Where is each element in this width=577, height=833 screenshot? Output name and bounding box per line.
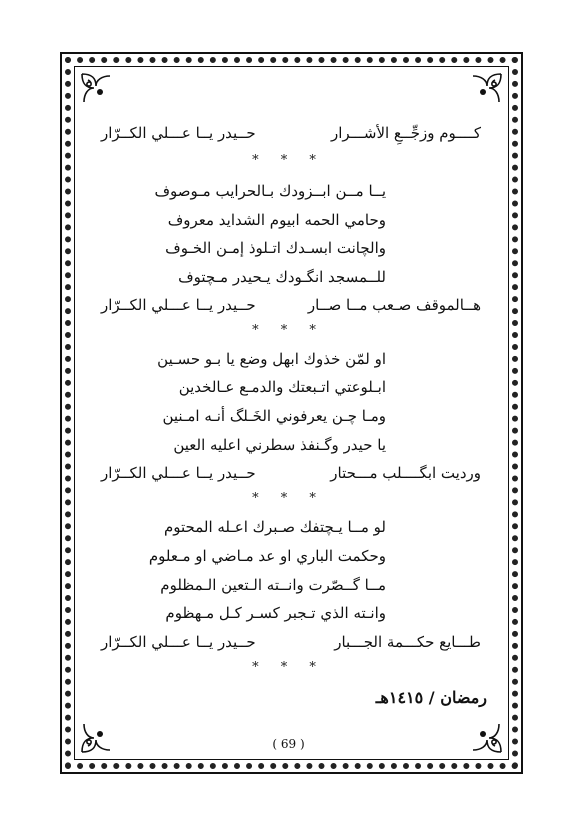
verse-line: للــمسجد انگـودك يـحيدر مـچتوف <box>178 268 386 286</box>
refrain-right: هــالموقف صـعب مــا صــار <box>307 296 481 314</box>
verse-line: لو مــا يـچتفك صـبرك اعـله المحتوم <box>163 518 386 536</box>
refrain-line <box>101 464 481 482</box>
refrain-right: ورديت ابگــــلب مـــحتار <box>330 464 481 482</box>
poem-date: رمضان / ١٤١٥هـ <box>375 688 487 707</box>
star-separator: * * * <box>252 323 325 338</box>
refrain-left: حــيدر يــا عـــلي الكــرّار <box>101 124 256 142</box>
page-number: ( 69 ) <box>272 737 305 751</box>
refrain-right: طـــايع حكـــمة الجـــبار <box>334 633 481 651</box>
verse-line: والچانت ابسـدك اتـلوذ إمـن الخـوف <box>165 239 386 257</box>
star-separator: * * * <box>252 153 325 168</box>
refrain-line <box>101 296 481 314</box>
verse-line: وحامي الحمه ابيوم الشدايد معروف <box>167 211 386 229</box>
verse-line: يــا مــن ابــزودك بـالحرايب مـوصوف <box>154 182 386 200</box>
verse-line: وانـته الذي تـجبر كسـر كـل مـهظوم <box>165 604 386 622</box>
verse-line: ابـلوعتي اتـبعتك والدمـع عـالخدين <box>178 378 386 396</box>
star-separator: * * * <box>252 660 325 675</box>
refrain-left: حــيدر يــا عـــلي الكــرّار <box>101 633 256 651</box>
star-separator: * * * <box>252 491 325 506</box>
refrain-line <box>101 124 481 142</box>
verse-line: وحكمت الباري او عد مـاضي او مـعلوم <box>148 547 386 565</box>
refrain-line <box>101 633 481 651</box>
verse-line: مــا گــصّرت وانــته الـتعين الـمظلوم <box>160 576 386 594</box>
verse-line: يا حيدر وگـنفذ سطرني اعليه العين <box>173 436 386 454</box>
verse-line: او لمّن خذوك ابهل وضع يا بـو حسـين <box>157 350 386 368</box>
verse-line: ومـا چـن يعرفوني الخَـلگ أنـه امـنين <box>162 407 386 425</box>
refrain-left: حــيدر يــا عـــلي الكــرّار <box>101 464 256 482</box>
refrain-left: حــيدر يــا عـــلي الكــرّار <box>101 296 256 314</box>
refrain-right: كــــوم وزجِّــعِ الأشـــرار <box>331 124 481 142</box>
